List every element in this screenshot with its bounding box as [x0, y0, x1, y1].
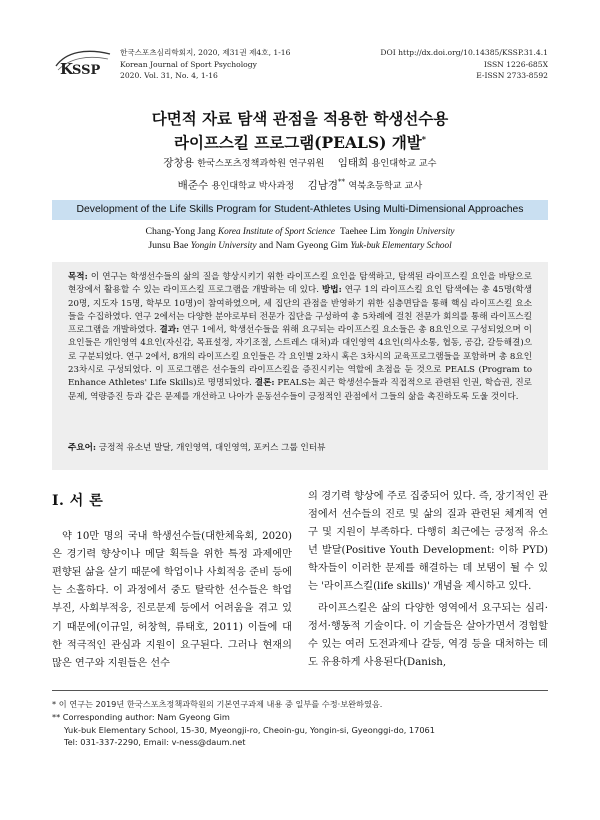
keywords-list: 긍정적 유소년 발달, 개인영역, 대인영역, 포커스 그룹 인터뷰 — [96, 443, 326, 453]
author-name: 김남경 — [307, 179, 339, 192]
paper-title-text: 라이프스킬 프로그램(PEALS) 개발 — [174, 133, 422, 153]
abstract-label-conclusion: 결론: — [254, 378, 275, 389]
journal-identifiers — [380, 47, 548, 82]
author-line-2 — [0, 173, 600, 196]
english-affiliation: Yongin University — [388, 226, 455, 236]
footnote-corresponding: ** Corresponding author: Nam Gyeong Gim — [52, 711, 230, 722]
abstract-label-purpose: 목적: — [68, 272, 88, 282]
author-affiliation: 용인대학교 교수 — [371, 158, 437, 169]
journal-en: Korean Journal of Sport Psychology — [120, 59, 257, 69]
author-line-1 — [0, 154, 600, 173]
body-column-left — [52, 488, 292, 673]
english-author: Nam Gyeong Gim — [275, 240, 348, 251]
footnote-divider — [52, 690, 548, 691]
abstract-box — [52, 262, 548, 470]
english-affiliation: Korea Institute of Sport Science — [217, 226, 336, 236]
journal-header — [0, 0, 600, 90]
abstract-text — [68, 271, 532, 404]
footnotes — [52, 698, 552, 749]
english-affiliation: Yongin University — [190, 240, 257, 250]
author-affiliation: 용인대학교 박사과정 — [211, 180, 295, 192]
abstract-conclusion: PEALS는 최근 학생선수들과 직접적으로 관련된 인권, 학습권, 진로문제, 역량증진 등과 같은 문제를 개선하고 나아가 운동선수들이 긍정적인 관점에서 그들의 삶을 촉진하도록 도울 것이다. — [68, 378, 532, 402]
journal-ko: 한국스포츠심리학회지, 2020, 제31권 제4호, 1-16 — [120, 48, 291, 57]
paper-title-line2 — [0, 129, 600, 153]
english-authors-line-2 — [0, 238, 600, 253]
footnote-funding: * 이 연구는 2019년 한국스포츠정책과학원의 기본연구과제 내용 중 일부를 수정·보완하였음. — [52, 699, 383, 709]
journal-volume: 2020. Vol. 31, No. 4, 1-16 — [120, 71, 218, 80]
paper-title-line1: 다면적 자료 탐색 관점을 적용한 학생선수용 — [151, 109, 449, 128]
issn: ISSN 1226-685X — [483, 59, 548, 69]
author-affiliation: 역북초등학교 교사 — [348, 180, 423, 192]
author-name: 배준수 — [177, 179, 209, 192]
svg-text:SSP: SSP — [72, 63, 101, 78]
abstract-result: 연구 1에서, 학생선수들을 위해 요구되는 라이프스킬 요소들은 총 8요인으로 구성되었으며 이 요인들은 개인영역 4요인(자신감, 목표설정, 자기조절, 스트레스 대처)과 대인영역 4요인(의사소통, 협동, 공감, 갈등해결)으로 구분되었다. 연구 2에서, 8개의 라이프스킬 요인들은 각 요인별 2차시 혹은 3차시의 교육프로그램들을 포함하며 총 8요인 23차시로 구성되었다. 이 프로그램은 선수들의 라이프스킬을 증진시키는 역할에 초점을 둔 것으로 PEALS (Program to Enhance Athletes' Life Skills)로 명명되었다. — [68, 325, 532, 389]
author-affiliation: 한국스포츠정책과학원 연구위원 — [197, 158, 325, 169]
body-paragraph: 의 경기력 향상에 주로 집중되어 있다. 즉, 장기적인 관점에서 선수들의 진로 및 삶의 질과 관련된 체계적 연구 및 지원이 부족하다. 다행히 최근에는 긍정적 유소년 발달(Positive Youth Development: 이하 PYD) 학자들이 이러한 문제를 해결하는 데 보탬이 될 수 있는 '라이프스킬(life skills)' 개념을 제시하고 있다. — [308, 491, 548, 593]
corresponding-mark: ** — [338, 178, 346, 186]
body-column-right — [308, 488, 548, 672]
keywords — [68, 442, 325, 455]
english-author: Chang-Yong Jang — [145, 226, 216, 237]
author-name: 장창용 — [163, 157, 194, 169]
doi-link[interactable]: DOI http://dx.doi.org/10.14385/KSSP.31.4.1 — [380, 48, 548, 57]
title-footnote-mark: * — [421, 134, 426, 144]
abstract-label-result: 결과: — [159, 325, 180, 336]
abstract-label-method: 방법: — [321, 285, 342, 296]
english-affiliation: Yuk-buk Elementary School — [350, 240, 452, 250]
journal-logo — [52, 44, 114, 82]
english-authors-line-1 — [0, 224, 600, 239]
english-conjunction: and — [259, 240, 274, 251]
footnote-contact: Tel: 031-337-2290, Email: v-ness@daum.net — [64, 737, 246, 748]
section-heading: I. 서 론 — [52, 493, 104, 509]
eissn: E-ISSN 2733-8592 — [476, 71, 548, 80]
keywords-label: 주요어: — [68, 443, 97, 453]
author-name: 임태희 — [337, 157, 369, 169]
journal-citation — [120, 47, 290, 82]
abstract-purpose: 이 연구는 학생선수들의 삶의 질을 향상시키기 위한 라이프스킬 요인을 탐색하고, 탐색된 라이프스킬 요인을 바탕으로 현장에서 활용할 수 있는 라이프스킬 프로그램을 개발하는 데 있다. — [68, 272, 532, 296]
english-author: Taehee Lim — [339, 226, 387, 237]
abstract-method: 연구 1의 라이프스킬 요인 탐색에는 총 45명(학생 20명, 지도자 15명, 학부모 10명)이 참여하였으며, 세 집단의 관점을 반영하기 위한 심층면담을 통해 핵심 라이프스킬 요소들을 수집하였다. 연구 2에서는 다양한 분야로부터 전문가 집단을 구성하여 총 5차례에 걸친 전문가 회의를 통해 라이프스킬 프로그램을 개발하였다. — [68, 285, 532, 336]
english-author: Junsu Bae — [148, 240, 189, 251]
english-title: Development of the Life Skills Program for Student-Athletes Using Multi-Dimensional Approaches — [52, 200, 548, 220]
footnote-address: Yuk-buk Elementary School, 15-30, Myeongji-ro, Cheoin-gu, Yongin-si, Gyeonggi-do, 17061 — [64, 724, 435, 735]
body-paragraph: 약 10만 명의 국내 학생선수들(대한체육회, 2020)은 경기력 향상이나 메달 획득을 위한 특정 과제에만 편향된 삶을 살기 때문에 학업이나 사회적응 준비 등에는 소홀하다. 이 과정에서 중도 탈락한 선수들은 학업부진, 사회부적응, 진로문제 등에서 어려움을 겪고 있기 때문에(이규일, 허창혁, 류태호, 2011) 이들에 대한 적극적인 관심과 지원이 요구된다. 그러나 현재의 많은 연구와 지원들은 선수 — [52, 531, 292, 669]
body-paragraph: 라이프스킬은 삶의 다양한 영역에서 요구되는 심리·정서·행동적 기술이다. 이 기술들은 살아가면서 경험할 수 있는 여러 도전과제나 갈등, 역경 등을 대처하는 데도 유용하게 사용된다(Danish, — [308, 602, 548, 668]
svg-text:K: K — [60, 60, 74, 78]
